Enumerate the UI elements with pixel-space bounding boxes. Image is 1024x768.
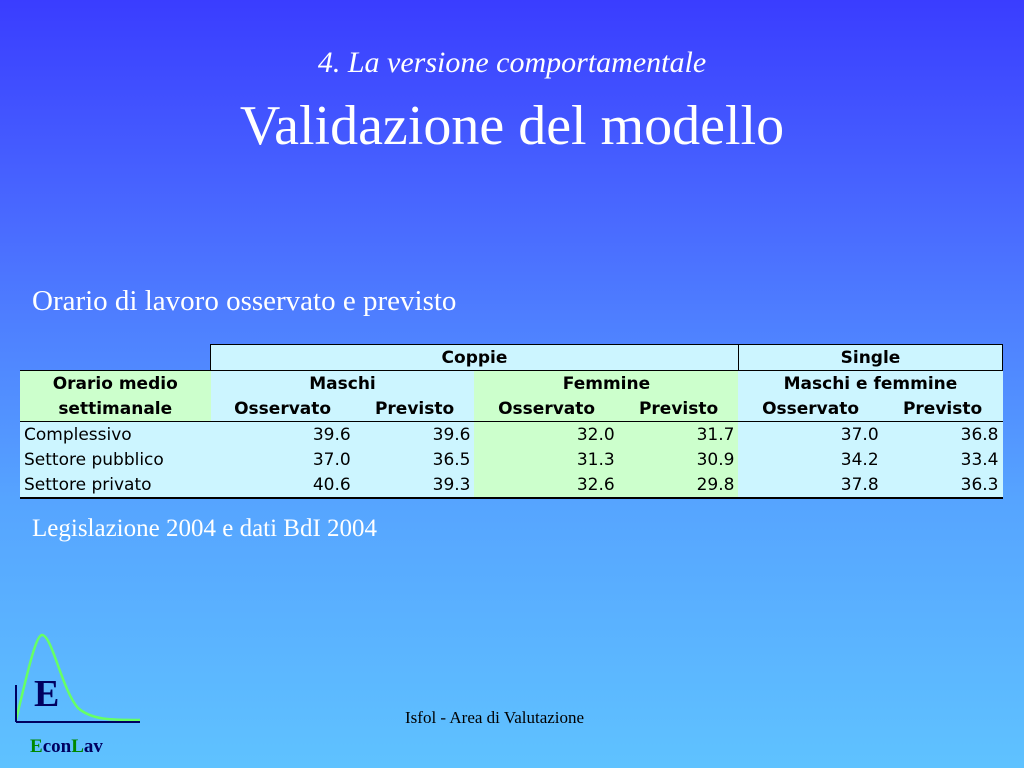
cell-value: 37.8 — [738, 472, 882, 498]
cell-value: 33.4 — [883, 447, 1003, 472]
header-maschi: Maschi — [211, 371, 475, 397]
cell-value: 39.6 — [355, 422, 475, 448]
header-maschi-e-femmine: Maschi e femmine — [738, 371, 1002, 397]
col-osservato: Osservato — [474, 396, 618, 422]
col-previsto: Previsto — [355, 396, 475, 422]
cell-value: 31.3 — [474, 447, 618, 472]
row-header-line1: Orario medio — [20, 371, 211, 397]
row-header-line2: settimanale — [20, 396, 211, 422]
slide-title: Validazione del modello — [239, 95, 785, 157]
slide-subtitle: 4. La versione comportamentale — [317, 46, 707, 79]
hours-table — [20, 344, 1003, 499]
logo-wordmark — [30, 736, 103, 758]
cell-value: 36.3 — [883, 472, 1003, 498]
logo-con: con — [42, 736, 72, 757]
cell-value: 29.8 — [619, 472, 739, 498]
cell-value: 37.0 — [738, 422, 882, 448]
logo-av: av — [83, 736, 103, 757]
row-label: Settore privato — [20, 472, 211, 498]
cell-value: 40.6 — [211, 472, 355, 498]
header-coppie: Coppie — [211, 345, 739, 371]
table-row — [20, 447, 1003, 472]
col-previsto: Previsto — [619, 396, 739, 422]
cell-value: 31.7 — [619, 422, 739, 448]
cell-value: 36.5 — [355, 447, 475, 472]
logo-l: L — [71, 736, 84, 757]
table-row — [20, 472, 1003, 498]
empty-corner — [20, 345, 211, 371]
cell-value: 32.0 — [474, 422, 618, 448]
table-row — [20, 422, 1003, 448]
row-label: Settore pubblico — [20, 447, 211, 472]
cell-value: 34.2 — [738, 447, 882, 472]
col-osservato: Osservato — [211, 396, 355, 422]
section-heading: Orario di lavoro osservato e previsto — [32, 285, 457, 317]
header-single: Single — [738, 345, 1002, 371]
header-femmine: Femmine — [474, 371, 738, 397]
row-label: Complessivo — [20, 422, 211, 448]
cell-value: 36.8 — [883, 422, 1003, 448]
logo-e: E — [30, 736, 43, 757]
footer-text: Isfol - Area di Valutazione — [405, 708, 585, 727]
cell-value: 39.3 — [355, 472, 475, 498]
table-header-row-3 — [20, 396, 1003, 422]
table-header-row-1 — [20, 345, 1003, 371]
cell-value: 30.9 — [619, 447, 739, 472]
table-header-row-2 — [20, 371, 1003, 397]
col-osservato: Osservato — [738, 396, 882, 422]
cell-value: 37.0 — [211, 447, 355, 472]
cell-value: 39.6 — [211, 422, 355, 448]
cell-value: 32.6 — [474, 472, 618, 498]
col-previsto: Previsto — [883, 396, 1003, 422]
logo-letter: E — [34, 673, 60, 715]
source-note: Legislazione 2004 e dati BdI 2004 — [32, 515, 378, 542]
